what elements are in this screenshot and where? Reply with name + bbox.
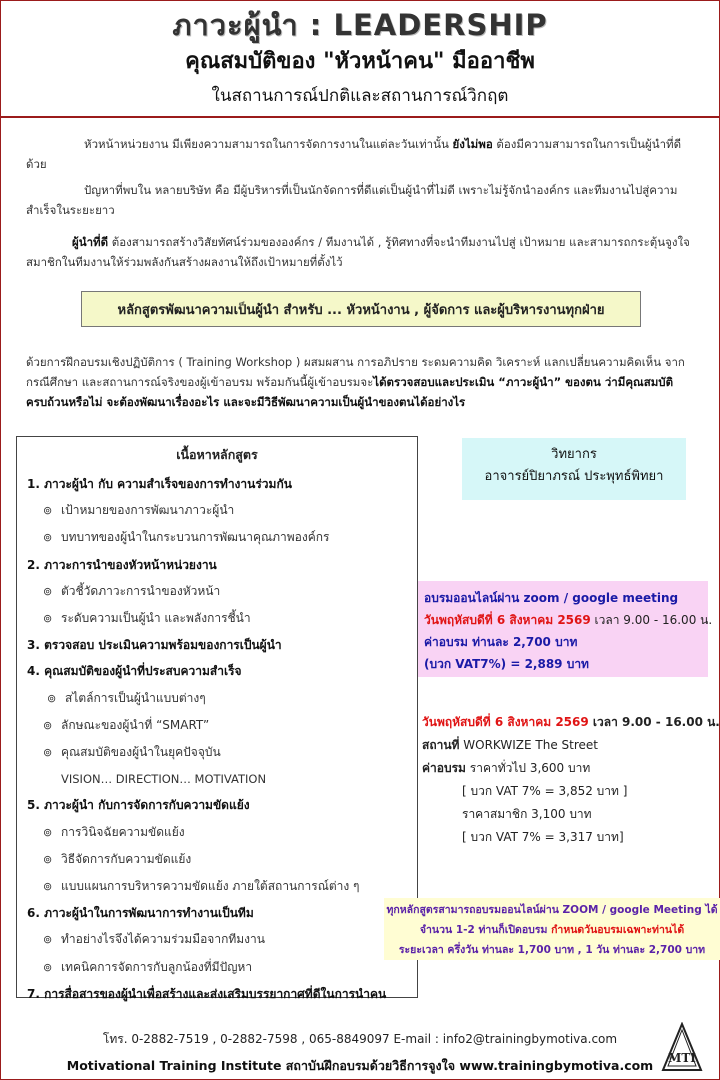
onsite-vat-general: [ บวก VAT 7% = 3,852 บาท ] — [462, 784, 628, 798]
outline-text: การวินิจฉัยความขัดแย้ง — [61, 824, 185, 839]
bullet-icon: ⊚ — [43, 718, 53, 732]
outline-text: ลักษณะของผู้นำที่ “SMART” — [61, 717, 210, 732]
online-training-box — [418, 581, 713, 677]
page-subtitle-2: ในสถานการณ์ปกติและสถานการณ์วิกฤต — [211, 86, 509, 106]
note-line-2b: กำหนดวันอบรมเฉพาะท่านได้ — [551, 924, 685, 936]
outline-item — [17, 846, 417, 873]
outline-section — [17, 792, 417, 818]
outline-text: เป้าหมายของการพัฒนาภาวะผู้นำ — [61, 503, 235, 518]
onsite-vat-general-line — [422, 780, 718, 803]
outline-text: บทบาทของผู้นำในกระบวนการพัฒนาคุณภาพองค์กร — [61, 530, 330, 545]
outline-item — [17, 739, 417, 766]
outline-item — [17, 819, 417, 846]
onsite-training-box — [422, 711, 718, 849]
outline-section — [17, 900, 417, 926]
bullet-icon: ⊚ — [43, 852, 53, 866]
outline-section — [17, 981, 417, 1007]
training-method-paragraph — [26, 352, 690, 412]
onsite-date: วันพฤหัสบดีที่ 6 สิงหาคม 2569 — [422, 715, 589, 729]
mti-pyramid-logo-icon — [660, 1022, 704, 1074]
bullet-icon: ⊚ — [43, 880, 53, 894]
outline-text: 6. ภาวะผู้นำในการพัฒนาการทำงานเป็นทีม — [27, 906, 254, 921]
note-line-2a: จำนวน 1-2 ท่านก็เปิดอบรม — [419, 924, 552, 936]
onsite-time: เวลา 9.00 - 16.00 น. — [588, 715, 720, 729]
online-date: วันพฤหัสบดีที่ 6 สิงหาคม 2569 — [424, 613, 591, 627]
outline-item — [17, 954, 417, 981]
outline-item — [17, 605, 417, 632]
online-time: เวลา 9.00 - 16.00 น. — [590, 613, 713, 627]
speaker-name: อาจารย์ปิยาภรณ์ ประพุทธ์พิทยา — [484, 469, 664, 484]
intro-paragraph-1 — [26, 134, 690, 174]
outline-text: ตัวชี้วัดภาวะการนำของหัวหน้า — [61, 583, 221, 598]
footer-institute: Motivational Training Institute สถาบันฝึกอบรมด้วยวิธีการจูงใจ www.trainingbymotiva.com — [66, 1058, 654, 1073]
outline-item — [17, 766, 417, 792]
bullet-icon: ⊚ — [43, 825, 53, 839]
outline-item — [17, 578, 417, 605]
intro-p3-emphasis: ผู้นำที่ดี — [72, 235, 109, 249]
outline-text: 2. ภาวะการนำของหัวหน้าหน่วยงาน — [27, 557, 217, 572]
outline-section — [17, 632, 417, 658]
onsite-venue-label: สถานที่ — [422, 738, 460, 752]
onsite-fee-general: ราคาทั่วไป 3,600 บาท — [465, 761, 591, 775]
onsite-venue: WORKWIZE The Street — [459, 738, 598, 752]
outline-text: วิธีจัดการกับความขัดแย้ง — [61, 851, 192, 866]
course-outline-box — [16, 436, 418, 1001]
outline-section — [17, 471, 417, 497]
contact-info: โทร. 0-2882-7519 , 0-2882-7598 , 065-8849097 E-mail : info2@trainingbymotiva.com — [102, 1032, 618, 1046]
online-schedule — [424, 609, 713, 631]
outline-text: 5. ภาวะผู้นำ กับการจัดการกับความขัดแย้ง — [27, 798, 250, 813]
bullet-icon: ⊚ — [43, 504, 53, 518]
course-target-box: หลักสูตรพัฒนาความเป็นผู้นำ สำหรับ ... หัวหน้างาน , ผู้จัดการ และผู้บริหารงานทุกฝ่าย — [81, 291, 641, 327]
intro-paragraph-2 — [26, 180, 690, 220]
outline-list — [17, 471, 417, 1007]
onsite-schedule — [422, 711, 718, 734]
outline-text: 4. คุณสมบัติของผู้นำที่ประสบความสำเร็จ — [27, 664, 242, 679]
intro-p1-emphasis: ยังไม่พอ — [452, 137, 493, 151]
speaker-box — [462, 438, 686, 500]
bullet-icon: ⊚ — [43, 960, 53, 974]
speaker-label: วิทยากร — [551, 447, 597, 462]
intro-p1-c: ต้องมีความสามารถในการเป็นผู้นำที่ดีด้วย — [26, 137, 682, 171]
online-fee: ค่าอบรม ท่านละ 2,700 บาท — [424, 635, 578, 649]
outline-text: VISION… DIRECTION… MOTIVATION — [61, 772, 267, 787]
intro-p1-a: หัวหน้าหน่วยงาน มีเพียงความสามารถในการจัดการงานในแต่ละวันเท่านั้น — [84, 137, 453, 151]
method-emphasis: ได้ตรวจสอบและประเมิน “ภาวะผู้นำ” ของตน ว่ามีคุณสมบัติครบถ้วนหรือไม่ จะต้องพัฒนาเรื่องอะไร และจะมีวิธีพัฒนาความเป็นผู้นำของตนได้อย่างไร — [26, 375, 674, 409]
logo-letters: MTI — [668, 1051, 696, 1065]
page-subtitle: คุณสมบัติของ "หัวหน้าคน" มืออาชีพ — [185, 49, 535, 74]
page-title: ภาวะผู้นำ : LEADERSHIP — [172, 8, 548, 42]
intro-p2: ปัญหาที่พบใน หลายบริษัท คือ มีผู้บริหารที่เป็นนักจัดการที่ดีแต่เป็นผู้นำที่ไม่ดี เพราะไม่รู้จักนำองค์กร และทีมงานไปสู่ความสำเร็จในระยะยาว — [26, 183, 678, 217]
outline-item — [17, 926, 417, 953]
outline-item — [17, 524, 417, 551]
onsite-fee-label: ค่าอบรม — [422, 761, 466, 775]
outline-text: 1. ภาวะผู้นำ กับ ความสำเร็จของการทำงานร่วมกัน — [27, 477, 292, 491]
outline-item — [17, 685, 417, 712]
outline-text: คุณสมบัติของผู้นำในยุคปัจจุบัน — [61, 745, 221, 760]
intro-paragraph-3 — [26, 232, 690, 272]
outline-section — [17, 552, 417, 578]
outline-text: แบบแผนการบริหารความขัดแย้ง ภายใต้สถานการณ์ต่าง ๆ — [61, 879, 360, 894]
bullet-icon: ⊚ — [43, 531, 53, 545]
note-line-2 — [384, 920, 720, 940]
note-line-1: ทุกหลักสูตรสามารถอบรมออนไลน์ผ่าน ZOOM / google Meeting ได้ — [386, 904, 718, 916]
outline-text: ทำอย่างไรจึงได้ความร่วมมือจากทีมงาน — [61, 932, 265, 947]
onsite-fee-member: ราคาสมาชิก 3,100 บาท — [462, 807, 592, 821]
outline-text: ระดับความเป็นผู้นำ และพลังการชี้นำ — [61, 611, 251, 626]
outline-item — [17, 712, 417, 739]
method-text: ด้วยการฝึกอบรมเชิงปฏิบัติการ ( Training Workshop ) ผสมผสาน การอภิปราย ระดมความคิด วิเคราะห์ แลกเปลี่ยนความคิดเห็น จากกรณีศึกษา และสถานการณ์จริงของผู้เข้าอบรม พร้อมกันนี้ผู้เข้าอบรมจะ — [26, 355, 685, 389]
outline-item — [17, 873, 417, 900]
outline-section — [17, 658, 417, 684]
note-line-3: ระยะเวลา ครึ่งวัน ท่านละ 1,700 บาท , 1 วัน ท่านละ 2,700 บาท — [398, 944, 706, 956]
bullet-icon: ⊚ — [43, 746, 53, 760]
outline-text: เทคนิคการจัดการกับลูกน้องที่มีปัญหา — [61, 959, 253, 974]
outline-item — [17, 497, 417, 524]
bullet-icon: ⊚ — [43, 933, 53, 947]
onsite-vat-member-line — [422, 826, 718, 849]
onsite-venue-line — [422, 734, 718, 757]
header — [0, 0, 720, 118]
intro-p3-b: ต้องสามารถสร้างวิสัยทัศน์ร่วมขององค์กร / ทีมงานได้ , รู้ทิศทางที่จะนำทีมงานไปสู่ เป้าหมาย และสามารถกระตุ้นจูงใจสมาชิกในทีมงานให้ร่วมพลังกันสร้างผลงานให้ถึงเป้าหมายที่ตั้งไว้ — [26, 235, 690, 269]
online-fee-vat: (บวก VAT7%) = 2,889 บาท — [424, 657, 589, 671]
outline-text: 3. ตรวจสอบ ประเมินความพร้อมของการเป็นผู้นำ — [27, 638, 282, 653]
online-note-box — [384, 898, 720, 960]
onsite-fee-line — [422, 757, 718, 780]
outline-title: เนื้อหาหลักสูตร — [176, 447, 258, 462]
online-platform: อบรมออนไลน์ผ่าน zoom / google meeting — [424, 591, 679, 605]
bullet-icon: ⊚ — [43, 612, 53, 626]
onsite-vat-member: [ บวก VAT 7% = 3,317 บาท] — [462, 830, 624, 844]
bullet-icon: ⊚ — [47, 691, 57, 705]
outline-text: 7. การสื่อสารของผู้นำเพื่อสร้างและส่งเสริมบรรยากาศที่ดีในการนำคน — [27, 986, 387, 1001]
outline-text: สไตล์การเป็นผู้นำแบบต่างๆ — [65, 690, 206, 705]
bullet-icon: ⊚ — [43, 584, 53, 598]
onsite-member-line — [422, 803, 718, 826]
